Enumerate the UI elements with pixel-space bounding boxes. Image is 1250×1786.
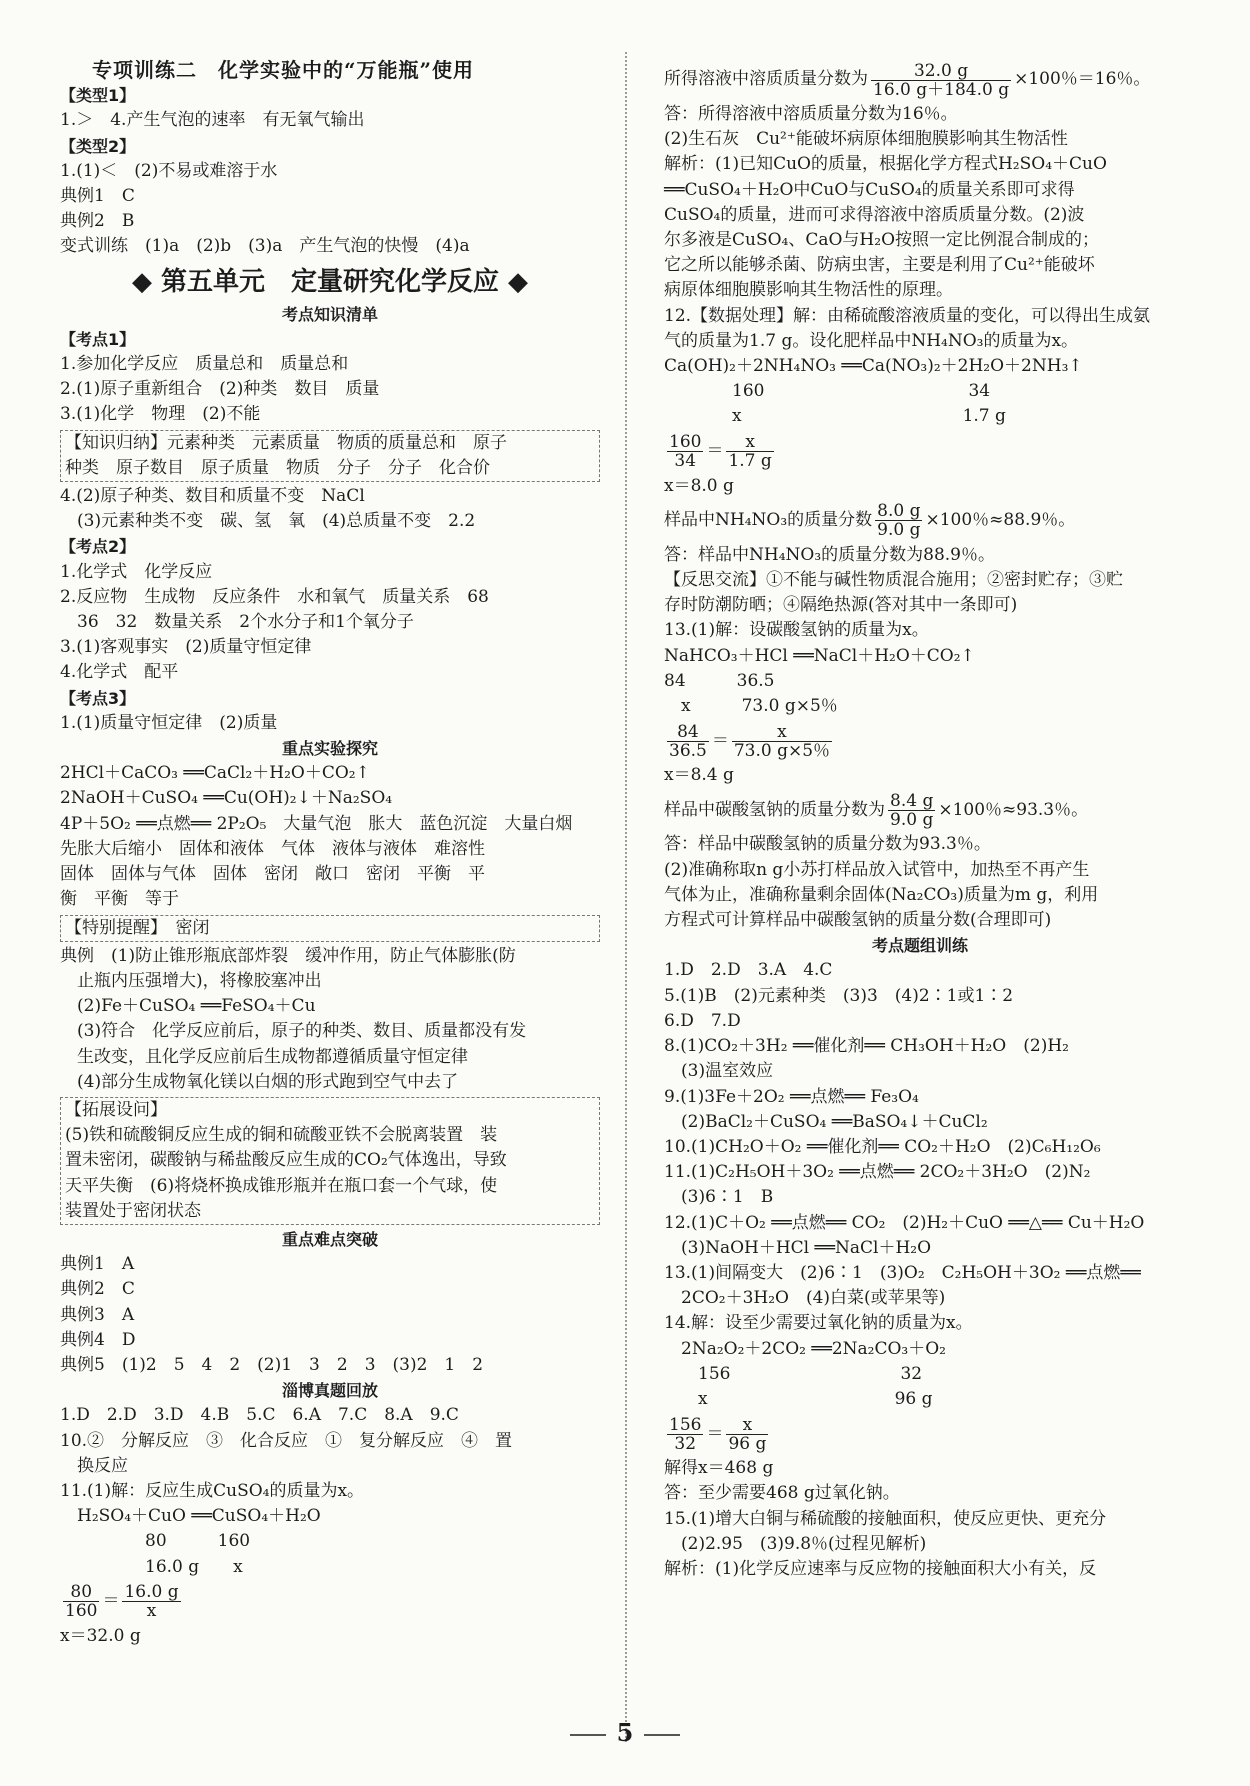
zibo-heading: 淄博真题回放: [281, 1381, 378, 1401]
zibo-line: H₂SO₄＋CuO ══CuSO₄＋H₂O: [60, 1506, 321, 1527]
q11-percent-line: 所得溶液中溶质质量分数为 $\frac{32.0 g}{16.0 g+184.0 g}$ ×100％＝16％。: [664, 60, 1151, 100]
example-2: 典例2 B: [60, 211, 135, 232]
q11-line: 尔多液是CuSO₄、CaO与H₂O按照一定比例混合制成的；: [664, 230, 1100, 251]
q13-result: x＝8.4 g: [664, 765, 734, 786]
difficulty-line: 典例1 A: [60, 1254, 135, 1275]
q13-line: 84 36.5: [664, 670, 775, 691]
zibo-line: 16.0 g x: [60, 1556, 243, 1577]
variant-training: 变式训练 (1)a (2)b (3)a 产生气泡的快慢 (4)a: [60, 236, 470, 257]
experiment-line: 先胀大后缩小 固体和液体 气体 液体与液体 难溶性: [60, 838, 485, 859]
zibo-line: 11.(1)解：反应生成CuSO₄的质量为x。: [60, 1480, 365, 1501]
experiment-heading: 重点实验探究: [281, 739, 378, 759]
zibo-line: 10.② 分解反应 ③ 化合反应 ① 复分解反应 ④ 置: [60, 1430, 513, 1451]
proportion-equation: $\frac{160}{34}$ ＝ $\frac{x}{1.7 g}$: [669, 432, 772, 472]
kp2-tag: 【考点2】: [60, 537, 136, 557]
difficulty-line: 典例5 (1)2 5 4 2 (2)1 3 2 3 (3)2 1 2: [60, 1354, 484, 1375]
zibo-line: 换反应: [60, 1455, 128, 1476]
q13-percent-line: 样品中碳酸氢钠的质量分数为 $\frac{8.4 g}{9.0 g}$ ×100％≈93.3％。: [664, 790, 1089, 830]
page-number: 5: [616, 1718, 634, 1747]
induction-line: 种类 原子数目 原子质量 物质 分子 分子 化合价: [65, 457, 490, 478]
q13-line: x 73.0 g×5％: [664, 696, 838, 717]
group-line: 5.(1)B (2)元素种类 (3)3 (4)2∶1或1∶2: [664, 985, 1014, 1006]
extension-box: [60, 1097, 600, 1225]
kp2-line: 4.化学式 配平: [60, 662, 179, 683]
q11-line: 病原体细胞膜影响其生物活性的原理。: [664, 280, 953, 301]
group-line: 6.D 7.D: [664, 1010, 741, 1031]
difficulty-line: 典例3 A: [60, 1304, 135, 1325]
kp2-line: 2.反应物 生成物 反应条件 水和氧气 质量关系 68: [60, 586, 489, 607]
example-line: (2)Fe＋CuSO₄ ══FeSO₄＋Cu: [60, 996, 316, 1017]
experiment-line: 衡 平衡 等于: [60, 889, 179, 910]
kp1-line: (3)元素种类不变 碳、氢 氧 (4)总质量不变 2.2: [60, 511, 476, 532]
group-line: (3)6∶1 B: [664, 1187, 774, 1208]
q13-line: 答：样品中碳酸氢钠的质量分数为93.3％。: [664, 834, 991, 855]
type2-answer: 1.(1)＜ (2)不易或难溶于水: [60, 160, 278, 181]
column-divider: [625, 52, 627, 1742]
q13-line: NaHCO₃＋HCl ══NaCl＋H₂O＋CO₂↑: [664, 645, 975, 666]
fraction: $\frac{156}{32}$: [669, 1414, 702, 1454]
fraction: $\frac{160}{34}$: [669, 432, 702, 472]
q13-line: 气体为止，准确称量剩余固体(Na₂CO₃)质量为m g，利用: [664, 884, 1099, 905]
example-line: 止瓶内压强增大)，将橡胶塞冲出: [60, 970, 322, 991]
extension-line: 天平失衡 (6)将烧杯换成锥形瓶并在瓶口套一个气球，使: [65, 1175, 498, 1196]
q13-line: (2)准确称取n g小苏打样品放入试管中，加热至不再产生: [664, 859, 1090, 880]
special-tip: 【特别提醒】 密闭: [65, 917, 210, 938]
induction-line: 【知识归纳】元素种类 元素质量 物质的质量总和 原子: [65, 432, 507, 453]
group-line: 14.解：设至少需要过氧化钠的质量为x。: [664, 1313, 973, 1334]
kp1-line: 1.参加化学反应 质量总和 质量总和: [60, 354, 349, 375]
zibo-line: 1.D 2.D 3.D 4.B 5.C 6.A 7.C 8.A 9.C: [60, 1405, 459, 1426]
fraction: $\frac{8.4 g}{9.0 g}$: [890, 790, 934, 830]
difficulty-heading: 重点难点突破: [281, 1229, 378, 1249]
unit-title: ◆ 第五单元 定量研究化学反应 ◆: [131, 266, 529, 297]
experiment-line: 2NaOH＋CuSO₄ ══Cu(OH)₂↓＋Na₂SO₄: [60, 788, 393, 809]
left-column: [60, 58, 600, 1649]
group-line: 13.(1)间隔变大 (2)6∶1 (3)O₂ C₂H₅OH＋3O₂ ══点燃══: [664, 1262, 1141, 1283]
knowledge-induction-box: [60, 430, 600, 482]
type2-tag: 【类型2】: [60, 136, 136, 156]
extension-line: 装置处于密闭状态: [65, 1200, 201, 1221]
proportion-equation: $\frac{84}{36.5}$ ＝ $\frac{x}{73.0 g\times 5\%}$: [669, 721, 831, 761]
q15-line: 15.(1)增大白铜与稀硫酸的接触面积，使反应更快、更充分: [664, 1508, 1107, 1529]
special-tip-box: [60, 915, 600, 942]
q11-line: 解析：(1)已知CuO的质量，根据化学方程式H₂SO₄＋CuO: [664, 154, 1107, 175]
fraction: $\frac{32.0 g}{16.0 g+184.0 g}$: [873, 60, 1010, 100]
kp3-line: 1.(1)质量守恒定律 (2)质量: [60, 712, 278, 733]
group-line: 2Na₂O₂＋2CO₂ ══2Na₂CO₃＋O₂: [664, 1338, 946, 1359]
difficulty-line: 典例4 D: [60, 1329, 136, 1350]
fraction: $\frac{x}{73.0 g\times 5\%}$: [733, 721, 831, 761]
fraction: $\frac{x}{96 g}$: [728, 1414, 767, 1454]
group-line: 2CO₂＋3H₂O (4)白菜(或苹果等): [664, 1288, 946, 1309]
q14-line: 解得x＝468 g: [664, 1458, 774, 1479]
fraction: $\frac{16.0 g}{x}$: [124, 1582, 179, 1622]
q15-line: (2)2.95 (3)9.8％(过程见解析): [664, 1533, 927, 1554]
experiment-line: 固体 固体与气体 固体 密闭 敞口 密闭 平衡 平: [60, 864, 485, 885]
q12-line: x 1.7 g: [664, 406, 1006, 427]
experiment-line: 4P＋5O₂ ══点燃══ 2P₂O₅ 大量气泡 胀大 蓝色沉淀 大量白烟: [60, 813, 573, 834]
group-line: (2)BaCl₂＋CuSO₄ ══BaSO₄↓＋CuCl₂: [664, 1111, 988, 1132]
group-line: 10.(1)CH₂O＋O₂ ══催化剂══ CO₂＋H₂O (2)C₆H₁₂O₆: [664, 1136, 1101, 1157]
kp2-line: 36 32 数量关系 2个水分子和1个氧分子: [60, 612, 414, 633]
group-line: (3)NaOH＋HCl ══NaCl＋H₂O: [664, 1237, 932, 1258]
knowledge-heading: 考点知识清单: [281, 304, 378, 324]
experiment-line: 2HCl＋CaCO₃ ══CaCl₂＋H₂O＋CO₂↑: [60, 763, 370, 784]
group-line: 11.(1)C₂H₅OH＋3O₂ ══点燃══ 2CO₂＋3H₂O (2)N₂: [664, 1162, 1091, 1183]
fraction: $\frac{8.0 g}{9.0 g}$: [877, 501, 921, 541]
q13-line: 13.(1)解：设碳酸氢钠的质量为x。: [664, 620, 929, 641]
q15-line: 解析：(1)化学反应速率与反应物的接触面积大小有关，反: [664, 1558, 1097, 1579]
difficulty-line: 典例2 C: [60, 1279, 135, 1300]
kp1-line: 3.(1)化学 物理 (2)不能: [60, 404, 261, 425]
q11-line: CuSO₄的质量，进而可求得溶液中溶质质量分数。(2)波: [664, 204, 1085, 225]
group-line: 12.(1)C＋O₂ ══点燃══ CO₂ (2)H₂＋CuO ══△══ Cu＋H₂O: [664, 1212, 1145, 1233]
kp3-tag: 【考点3】: [60, 688, 136, 708]
kp1-tag: 【考点1】: [60, 329, 136, 349]
example-line: (3)符合 化学反应前后，原子的种类、数目、质量都没有发: [60, 1021, 527, 1042]
type1-tag: 【类型1】: [60, 86, 136, 106]
q11-line: (2)生石灰 Cu²⁺能破坏病原体细胞膜影响其生物活性: [664, 129, 1068, 150]
extension-line: 【拓展设问】: [65, 1099, 167, 1120]
group-line: 1.D 2.D 3.A 4.C: [664, 960, 833, 981]
example-line: (4)部分生成物氧化镁以白烟的形式跑到空气中去了: [60, 1071, 459, 1092]
q12-result: x＝8.0 g: [664, 475, 734, 496]
extension-line: 置未密闭，碳酸钠与稀盐酸反应生成的CO₂气体逸出，导致: [65, 1150, 507, 1171]
zibo-line: 80 160: [60, 1531, 251, 1552]
group-training-heading: 考点题组训练: [871, 936, 968, 956]
kp2-line: 3.(1)客观事实 (2)质量守恒定律: [60, 637, 312, 658]
extension-line: (5)铁和硫酸铜反应生成的铜和硫酸亚铁不会脱离装置 装: [65, 1125, 498, 1146]
q12-line: 160 34: [664, 381, 991, 402]
right-column: [664, 58, 1176, 1582]
group-line: (3)温室效应: [664, 1061, 774, 1082]
group-line: 156 32: [664, 1363, 923, 1384]
q13-line: 方程式可计算样品中碳酸氢钠的质量分数(合理即可): [664, 910, 1052, 931]
q14-line: 答：至少需要468 g过氧化钠。: [664, 1483, 900, 1504]
fraction: $\frac{84}{36.5}$: [669, 721, 707, 761]
page-number-dash-right: [644, 1734, 680, 1736]
fraction: $\frac{80}{160}$: [65, 1582, 98, 1622]
q12-line: 【反思交流】①不能与碱性物质混合施用；②密封贮存；③贮: [664, 570, 1123, 591]
kp2-line: 1.化学式 化学反应: [60, 561, 213, 582]
q11-result: x＝32.0 g: [60, 1625, 141, 1646]
group-line: 9.(1)3Fe＋2O₂ ══点燃══ Fe₃O₄: [664, 1086, 919, 1107]
example-line: 生改变，且化学反应前后生成物都遵循质量守恒定律: [60, 1046, 468, 1067]
fraction: $\frac{x}{1.7 g}$: [728, 432, 772, 472]
example-line: 典例 (1)防止锥形瓶底部炸裂 缓冲作用，防止气体膨胀(防: [60, 945, 516, 966]
q11-line: 它之所以能够杀菌、防病虫害，主要是利用了Cu²⁺能破坏: [664, 255, 1095, 276]
q11-line: 答：所得溶液中溶质质量分数为16％。: [664, 104, 958, 124]
q12-line: 气的质量为1.7 g。设化肥样品中NH₄NO₃的质量为x。: [664, 330, 1079, 351]
kp1-line: 2.(1)原子重新组合 (2)种类 数目 质量: [60, 379, 380, 400]
group-line: x 96 g: [664, 1388, 933, 1409]
kp1-line: 4.(2)原子种类、数目和质量不变 NaCl: [60, 486, 365, 507]
q12-line: 答：样品中NH₄NO₃的质量分数为88.9％。: [664, 544, 995, 565]
type1-answer: 1.＞ 4.产生气泡的速率 有无氧气输出: [60, 110, 365, 131]
example-1: 典例1 C: [60, 186, 135, 207]
proportion-equation: $\frac{80}{160}$ ＝ $\frac{16.0 g}{x}$: [65, 1582, 179, 1622]
q12-line: 12.【数据处理】解：由稀硫酸溶液质量的变化，可以得出生成氨: [664, 305, 1151, 326]
q12-line: Ca(OH)₂＋2NH₄NO₃ ══Ca(NO₃)₂＋2H₂O＋2NH₃↑: [664, 356, 1083, 377]
section-title: 专项训练二 化学实验中的“万能瓶”使用: [92, 58, 475, 82]
group-line: 8.(1)CO₂＋3H₂ ══催化剂══ CH₃OH＋H₂O (2)H₂: [664, 1036, 1069, 1057]
q12-percent-line: 样品中NH₄NO₃的质量分数 $\frac{8.0 g}{9.0 g}$ ×100％≈88.9％。: [664, 501, 1076, 541]
proportion-equation: $\frac{156}{32}$ ＝ $\frac{x}{96 g}$: [669, 1414, 767, 1454]
q12-line: 存时防潮防晒；④隔绝热源(答对其中一条即可): [664, 595, 1018, 616]
q11-line: ══CuSO₄＋H₂O中CuO与CuSO₄的质量关系即可求得: [664, 179, 1075, 200]
